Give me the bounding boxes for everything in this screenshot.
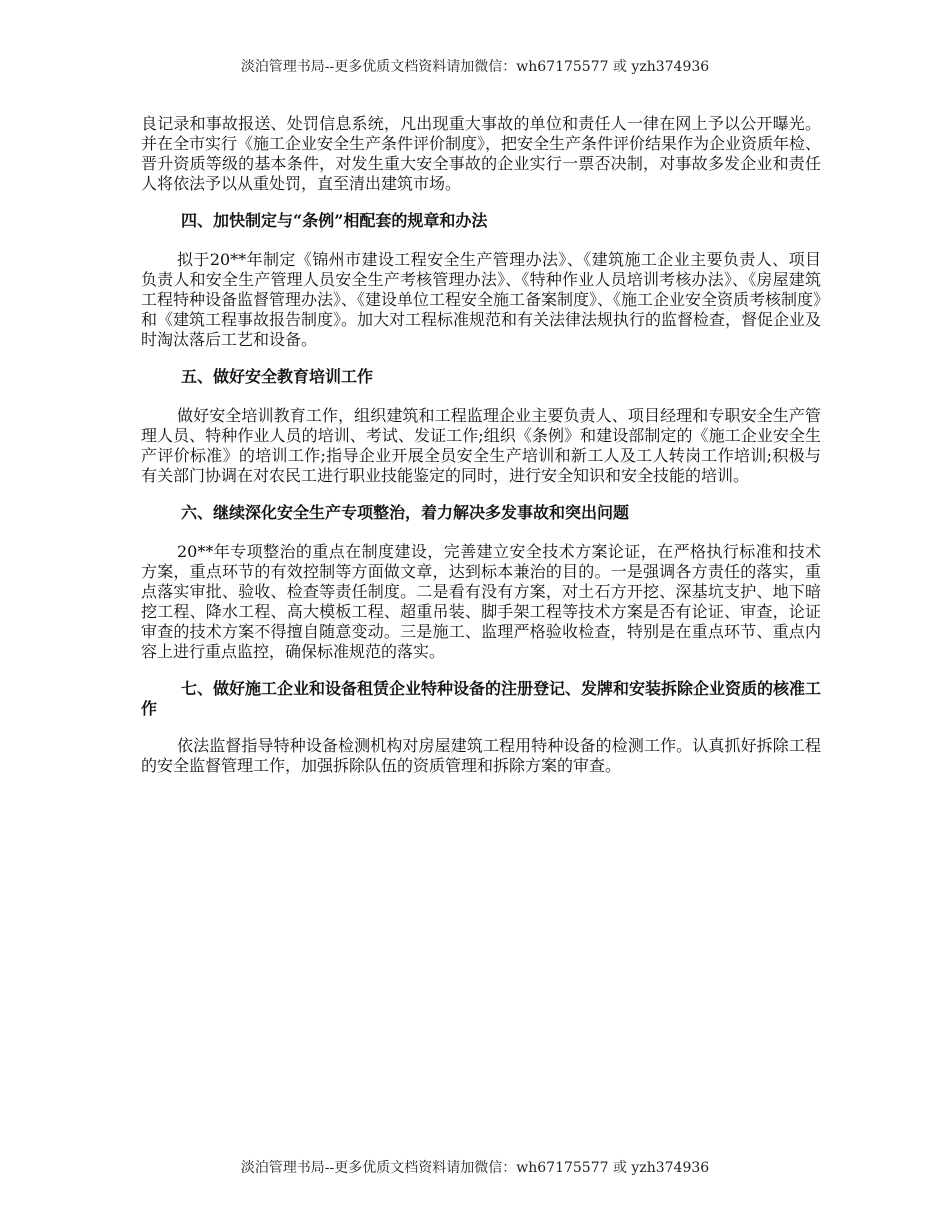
section-paragraph-5: 做好安全培训教育工作，组织建筑和工程监理企业主要负责人、项目经理和专职安全生产管理人员、特种作业人员的培训、考试、发证工作;组织《条例》和建设部制定的《施工企业安全生产评价标准》的培训工作;指导企业开展全员安全生产培训和新工人及工人转岗工作培训;积极与有关部门协调在对农民工进行职业技能鉴定的同时，进行安全知识和安全技能的培训。	[141, 406, 821, 485]
document-body	[141, 114, 821, 793]
section-paragraph-6: 20**年专项整治的重点在制度建设，完善建立安全技术方案论证，在严格执行标准和技术方案，重点环节的有效控制等方面做文章，达到标本兼治的目的。一是强调各方责任的落实，重点落实审批、验收、检查等责任制度。二是看有没有方案，对土石方开挖、深基坑支护、地下暗挖工程、降水工程、高大模板工程、超重吊装、脚手架工程等技术方案是否有论证、审查，论证审查的技术方案不得擅自随意变动。三是施工、监理严格验收检查，特别是在重点环节、重点内容上进行重点监控，确保标准规范的落实。	[141, 542, 821, 661]
section-heading-5: 五、做好安全教育培训工作	[181, 367, 374, 386]
section-heading-4: 四、加快制定与“条例”相配套的规章和办法	[181, 211, 488, 230]
section-heading-7: 七、做好施工企业和设备租赁企业特种设备的注册登记、发牌和安装拆除企业资质的核准工作	[141, 679, 822, 718]
intro-paragraph: 良记录和事故报送、处罚信息系统，凡出现重大事故的单位和责任人一律在网上予以公开曝光。并在全市实行《施工企业安全生产条件评价制度》，把安全生产条件评价结果作为企业资质年检、晋升资质等级的基本条件，对发生重大安全事故的企业实行一票否决制，对事故多发企业和责任人将依法予以从重处罚，直至清出建筑市场。	[141, 114, 822, 193]
page-footer: 淡泊管理书局--更多优质文档资料请加微信：wh67175577 或 yzh374936	[240, 1160, 710, 1176]
section-paragraph-4: 拟于20**年制定《锦州市建设工程安全生产管理办法》、《建筑施工企业主要负责人、项目负责人和安全生产管理人员安全生产考核管理办法》、《特种作业人员培训考核办法》、《房屋建筑工程特种设备监督管理办法》、《建设单位工程安全施工备案制度》、《施工企业安全资质考核制度》和《建筑工程事故报告制度》。加大对工程标准规范和有关法律法规执行的监督检查，督促企业及时淘汰落后工艺和设备。	[141, 250, 822, 349]
section-paragraph-7: 依法监督指导特种设备检测机构对房屋建筑工程用特种设备的检测工作。认真抓好拆除工程的安全监督管理工作，加强拆除队伍的资质管理和拆除方案的审查。	[141, 736, 821, 775]
section-heading-6: 六、继续深化安全生产专项整治，着力解决多发事故和突出问题	[181, 503, 630, 522]
page-header: 淡泊管理书局--更多优质文档资料请加微信：wh67175577 或 yzh374936	[240, 59, 710, 75]
